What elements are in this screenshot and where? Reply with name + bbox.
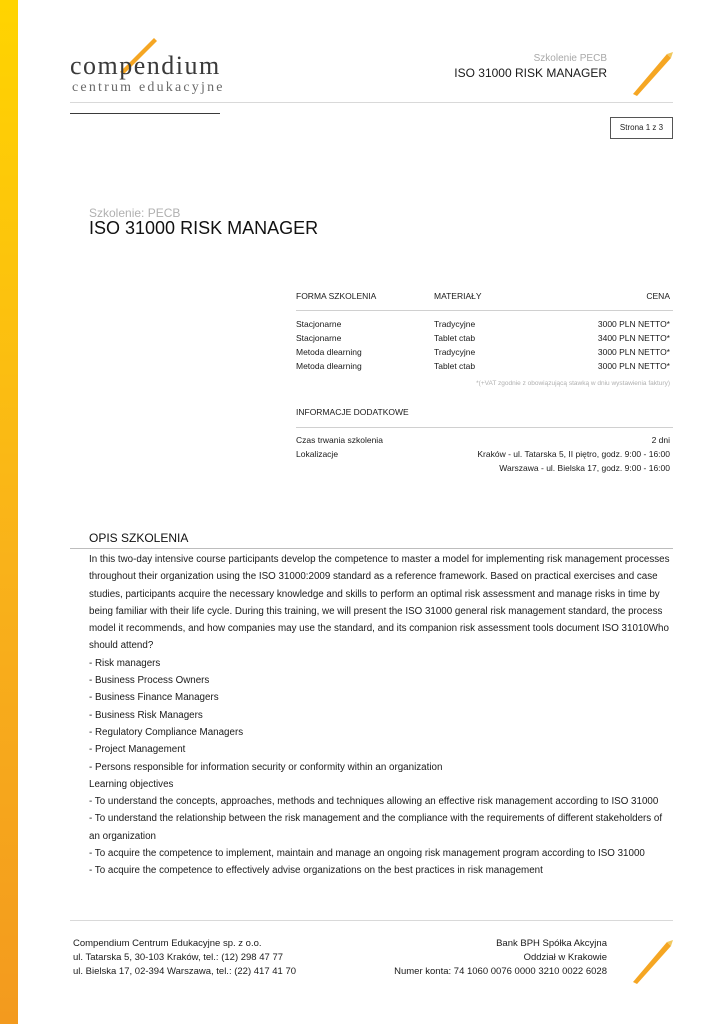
page-indicator: Strona 1 z 3 bbox=[610, 117, 673, 139]
list-item: - Persons responsible for information security or conformity within an organization bbox=[89, 761, 443, 773]
header-divider bbox=[70, 102, 673, 103]
description-line: an organization bbox=[89, 830, 156, 842]
footer-company bbox=[73, 937, 296, 979]
header-info bbox=[454, 52, 607, 81]
accent-sidebar bbox=[0, 0, 18, 1024]
company-logo bbox=[70, 36, 230, 100]
description-line: In this two-day intensive course participants develop the competence to master a model for implementing risk management processes bbox=[89, 554, 670, 565]
description-heading: OPIS SZKOLENIA bbox=[89, 531, 189, 545]
cell-material: Tablet ctab bbox=[434, 333, 476, 343]
table-row bbox=[296, 331, 670, 345]
footer-address-warszawa: ul. Bielska 17, 02-394 Warszawa, tel.: (22) 417 41 70 bbox=[73, 966, 297, 977]
description-line: studies, participants acquire the necessary knowledge and skills to perform an optimal risk assessment and manage risks in time by bbox=[89, 588, 660, 600]
logo-wordmark: compendium bbox=[70, 51, 221, 80]
header-form: FORMA SZKOLENIA bbox=[296, 291, 377, 301]
list-item: - Risk managers bbox=[89, 657, 161, 669]
info-table bbox=[296, 433, 670, 475]
logo-underline bbox=[70, 113, 220, 116]
list-item: - Business Process Owners bbox=[89, 675, 210, 687]
list-item: - To understand the relationship between the risk management and the compliance with the requirements of different stakeholders of bbox=[89, 813, 663, 825]
description-line: model it recommends, and how companies may use the standard, and its companion risk assessment tools document ISO 31010Who bbox=[89, 623, 669, 635]
table-row bbox=[296, 359, 670, 373]
table-row bbox=[296, 447, 670, 461]
header-price: CENA bbox=[646, 291, 670, 301]
list-item: - Regulatory Compliance Managers bbox=[89, 726, 244, 738]
table-row bbox=[296, 461, 670, 475]
cell-material: Tradycyjne bbox=[434, 319, 476, 329]
cell-price: 3000 PLN NETTO* bbox=[597, 361, 670, 371]
pen-icon bbox=[629, 938, 673, 984]
location-label: Lokalizacje bbox=[296, 449, 339, 459]
header-materials: MATERIAŁY bbox=[434, 291, 482, 301]
info-divider bbox=[296, 427, 673, 428]
cell-form: Stacjonarne bbox=[296, 333, 342, 343]
location-warszawa: Warszawa - ul. Bielska 17, godz. 9:00 - 16:00 bbox=[499, 463, 670, 473]
pen-icon bbox=[629, 50, 673, 96]
pricing-table-header bbox=[296, 289, 670, 303]
footer-bank bbox=[394, 937, 607, 979]
footer-bank-name: Bank BPH Spółka Akcyjna bbox=[496, 938, 607, 949]
logo-tagline: centrum edukacyjne bbox=[72, 80, 225, 95]
cell-price: 3400 PLN NETTO* bbox=[597, 333, 670, 343]
table-row bbox=[296, 345, 670, 359]
footer-divider bbox=[70, 920, 673, 921]
header-category: Szkolenie PECB bbox=[533, 53, 607, 64]
pricing-table-body bbox=[296, 317, 670, 373]
cell-form: Metoda dlearning bbox=[296, 347, 362, 357]
info-heading: INFORMACJE DODATKOWE bbox=[296, 407, 409, 417]
pricing-divider bbox=[296, 310, 673, 311]
duration-label: Czas trwania szkolenia bbox=[296, 435, 383, 445]
description-body bbox=[89, 551, 673, 880]
course-category: Szkolenie: PECB bbox=[89, 206, 181, 220]
header-title: ISO 31000 RISK MANAGER bbox=[454, 66, 607, 80]
description-divider bbox=[70, 548, 673, 549]
footer-address-krakow: ul. Tatarska 5, 30-103 Kraków, tel.: (12) 298 47 77 bbox=[73, 952, 284, 963]
list-item: - To understand the concepts, approaches, methods and techniques allowing an effective risk management according to ISO 31000 bbox=[89, 796, 659, 808]
footer-account-number: Numer konta: 74 1060 0076 0000 3210 0022 6028 bbox=[394, 966, 607, 977]
table-row bbox=[296, 433, 670, 447]
location-krakow: Kraków - ul. Tatarska 5, II piętro, godz. 9:00 - 16:00 bbox=[477, 449, 670, 459]
vat-note: *(+VAT zgodnie z obowiązującą stawką w dniu wystawienia faktury) bbox=[476, 380, 670, 387]
cell-price: 3000 PLN NETTO* bbox=[597, 347, 670, 357]
cell-price: 3000 PLN NETTO* bbox=[597, 319, 670, 329]
table-row bbox=[296, 317, 670, 331]
list-item: - Business Risk Managers bbox=[89, 709, 203, 721]
description-line: Learning objectives bbox=[89, 778, 174, 790]
footer-company-name: Compendium Centrum Edukacyjne sp. z o.o. bbox=[73, 938, 262, 949]
list-item: - To acquire the competence to effectively advise organizations on the best practices in risk management bbox=[89, 865, 543, 877]
cell-material: Tablet ctab bbox=[434, 361, 476, 371]
description-line: should attend? bbox=[89, 640, 154, 652]
footer-bank-branch: Oddział w Krakowie bbox=[523, 952, 607, 963]
list-item: - To acquire the competence to implement, maintain and manage an ongoing risk management program according to ISO 31000 bbox=[89, 848, 645, 860]
description-line: throughout their organization using the ISO 31000:2009 standard as a reference framework. Based on practical exercises and case bbox=[89, 571, 658, 583]
cell-material: Tradycyjne bbox=[434, 347, 476, 357]
cell-form: Stacjonarne bbox=[296, 319, 342, 329]
description-line: being familiar with their life cycle. During this training, we will present the ISO 31000 general risk management standard, the process bbox=[89, 605, 663, 617]
duration-value: 2 dni bbox=[651, 435, 670, 445]
list-item: - Project Management bbox=[89, 744, 186, 756]
list-item: - Business Finance Managers bbox=[89, 692, 219, 704]
cell-form: Metoda dlearning bbox=[296, 361, 362, 371]
course-title: ISO 31000 RISK MANAGER bbox=[89, 218, 319, 238]
